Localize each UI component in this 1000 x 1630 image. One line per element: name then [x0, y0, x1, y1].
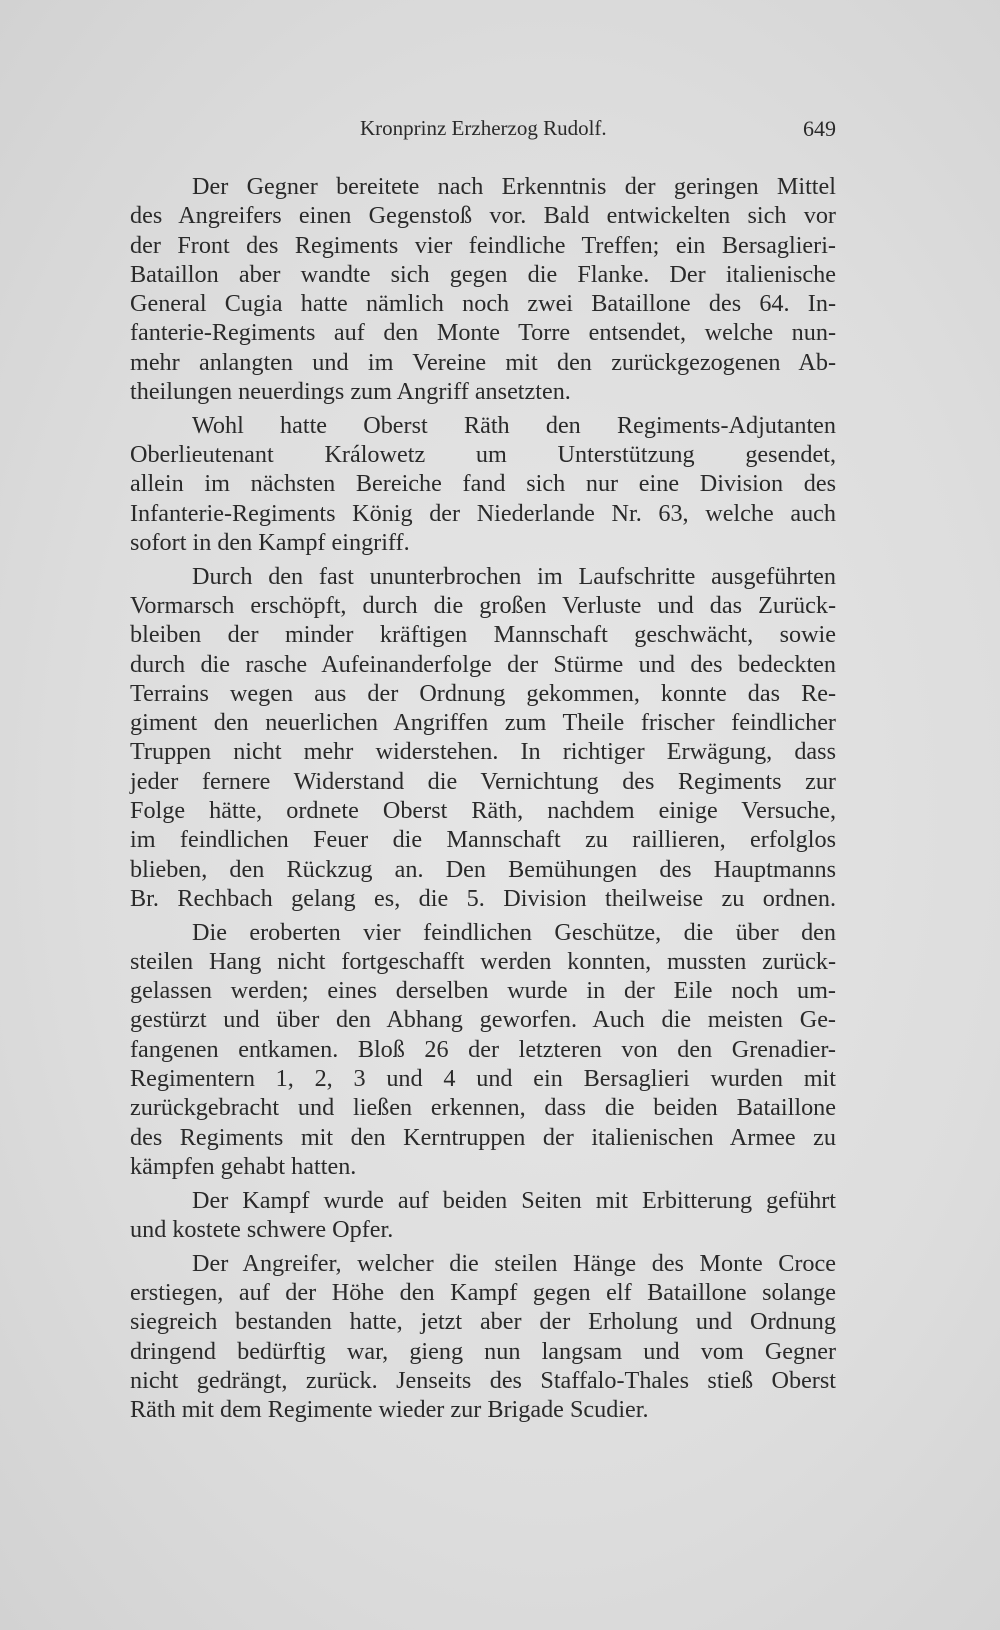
- text-line: Der Angreifer, welcher die steilen Hänge des Monte Croce: [192, 1249, 836, 1277]
- paragraph: [130, 918, 836, 1182]
- text-line: theilungen neuerdings zum Angriff ansetzten.: [130, 378, 571, 406]
- paragraph: [130, 562, 836, 914]
- text-line: Folge hätte, ordnete Oberst Räth, nachdem einige Versuche,: [130, 797, 836, 825]
- text-line: gelassen werden; eines derselben wurde in der Eile noch um-: [130, 977, 836, 1005]
- text-line: siegreich bestanden hatte, jetzt aber der Erholung und Ordnung: [130, 1308, 836, 1336]
- text-line: Die eroberten vier feindlichen Geschütze, die über den: [192, 918, 836, 946]
- text-line: Br. Rechbach gelang es, die 5. Division theilweise zu ordnen.: [130, 884, 836, 912]
- text-line: des Angreifers einen Gegenstoß vor. Bald entwickelten sich vor: [130, 202, 836, 230]
- text-line: bleiben der minder kräftigen Mannschaft geschwächt, sowie: [130, 621, 836, 649]
- text-line: erstiegen, auf der Höhe den Kampf gegen elf Bataillone solange: [130, 1278, 836, 1306]
- text-line: blieben, den Rückzug an. Den Bemühungen des Hauptmanns: [130, 855, 836, 883]
- text-line: fanterie-Regiments auf den Monte Torre entsendet, welche nun-: [130, 319, 836, 347]
- paragraph: [130, 172, 836, 406]
- running-title: Kronprinz Erzherzog Rudolf.: [360, 116, 607, 140]
- text-line: kämpfen gehabt hatten.: [130, 1152, 357, 1180]
- text-line: der Front des Regiments vier feindliche Treffen; ein Bersaglieri-: [130, 231, 836, 259]
- text-line: Truppen nicht mehr widerstehen. In richtiger Erwägung, dass: [130, 738, 836, 766]
- text-line: Infanterie-Regiments König der Niederlande Nr. 63, welche auch: [130, 499, 836, 527]
- text-line: zurückgebracht und ließen erkennen, dass die beiden Bataillone: [130, 1094, 836, 1122]
- text-line: durch die rasche Aufeinanderfolge der Stürme und des bedeckten: [130, 650, 836, 678]
- text-line: Wohl hatte Oberst Räth den Regiments-Adjutanten: [192, 411, 836, 439]
- page-header: [130, 116, 836, 144]
- paragraph: [130, 411, 836, 557]
- text-line: Der Gegner bereitete nach Erkenntnis der geringen Mittel: [192, 173, 836, 200]
- text-line: fangenen entkamen. Bloß 26 der letzteren von den Grenadier-: [130, 1035, 836, 1063]
- text-line: jeder fernere Widerstand die Vernichtung des Regiments zur: [130, 767, 836, 795]
- text-line: General Cugia hatte nämlich noch zwei Bataillone des 64. In-: [130, 290, 836, 318]
- text-line: im feindlichen Feuer die Mannschaft zu raillieren, erfolglos: [130, 826, 836, 854]
- text-line: dringend bedürftig war, gieng nun langsam und vom Gegner: [130, 1337, 836, 1365]
- paragraph: [130, 1186, 836, 1245]
- text-line: Der Kampf wurde auf beiden Seiten mit Erbitterung geführt: [192, 1186, 836, 1214]
- text-line: allein im nächsten Bereiche fand sich nur eine Division des: [130, 470, 836, 498]
- text-line: und kostete schwere Opfer.: [130, 1215, 394, 1243]
- text-line: Regimentern 1, 2, 3 und 4 und ein Bersaglieri wurden mit: [130, 1065, 836, 1093]
- text-line: gestürzt und über den Abhang geworfen. Auch die meisten Ge-: [130, 1006, 836, 1034]
- text-line: giment den neuerlichen Angriffen zum Theile frischer feindlicher: [130, 709, 836, 737]
- text-line: mehr anlangten und im Vereine mit den zurückgezogenen Ab-: [130, 348, 836, 376]
- text-line: Oberlieutenant Králowetz um Unterstützung gesendet,: [130, 441, 836, 469]
- text-line: des Regiments mit den Kerntruppen der italienischen Armee zu: [130, 1123, 836, 1151]
- text-line: steilen Hang nicht fortgeschafft werden konnten, mussten zurück-: [130, 947, 836, 975]
- text-line: sofort in den Kampf eingriff.: [130, 528, 410, 556]
- text-line: Räth mit dem Regimente wieder zur Brigade Scudier.: [130, 1396, 649, 1424]
- text-line: Durch den fast ununterbrochen im Laufschritte ausgeführten: [192, 562, 836, 590]
- page-number: 649: [803, 116, 836, 141]
- text-line: Terrains wegen aus der Ordnung gekommen, konnte das Re-: [130, 679, 836, 707]
- paragraph: [130, 1249, 836, 1425]
- text-line: Vormarsch erschöpft, durch die großen Verluste und das Zurück-: [130, 591, 836, 619]
- text-line: nicht gedrängt, zurück. Jenseits des Staffalo-Thales stieß Oberst: [130, 1366, 836, 1394]
- text-line: Bataillon aber wandte sich gegen die Flanke. Der italienische: [130, 260, 836, 288]
- body-text: [130, 172, 836, 1429]
